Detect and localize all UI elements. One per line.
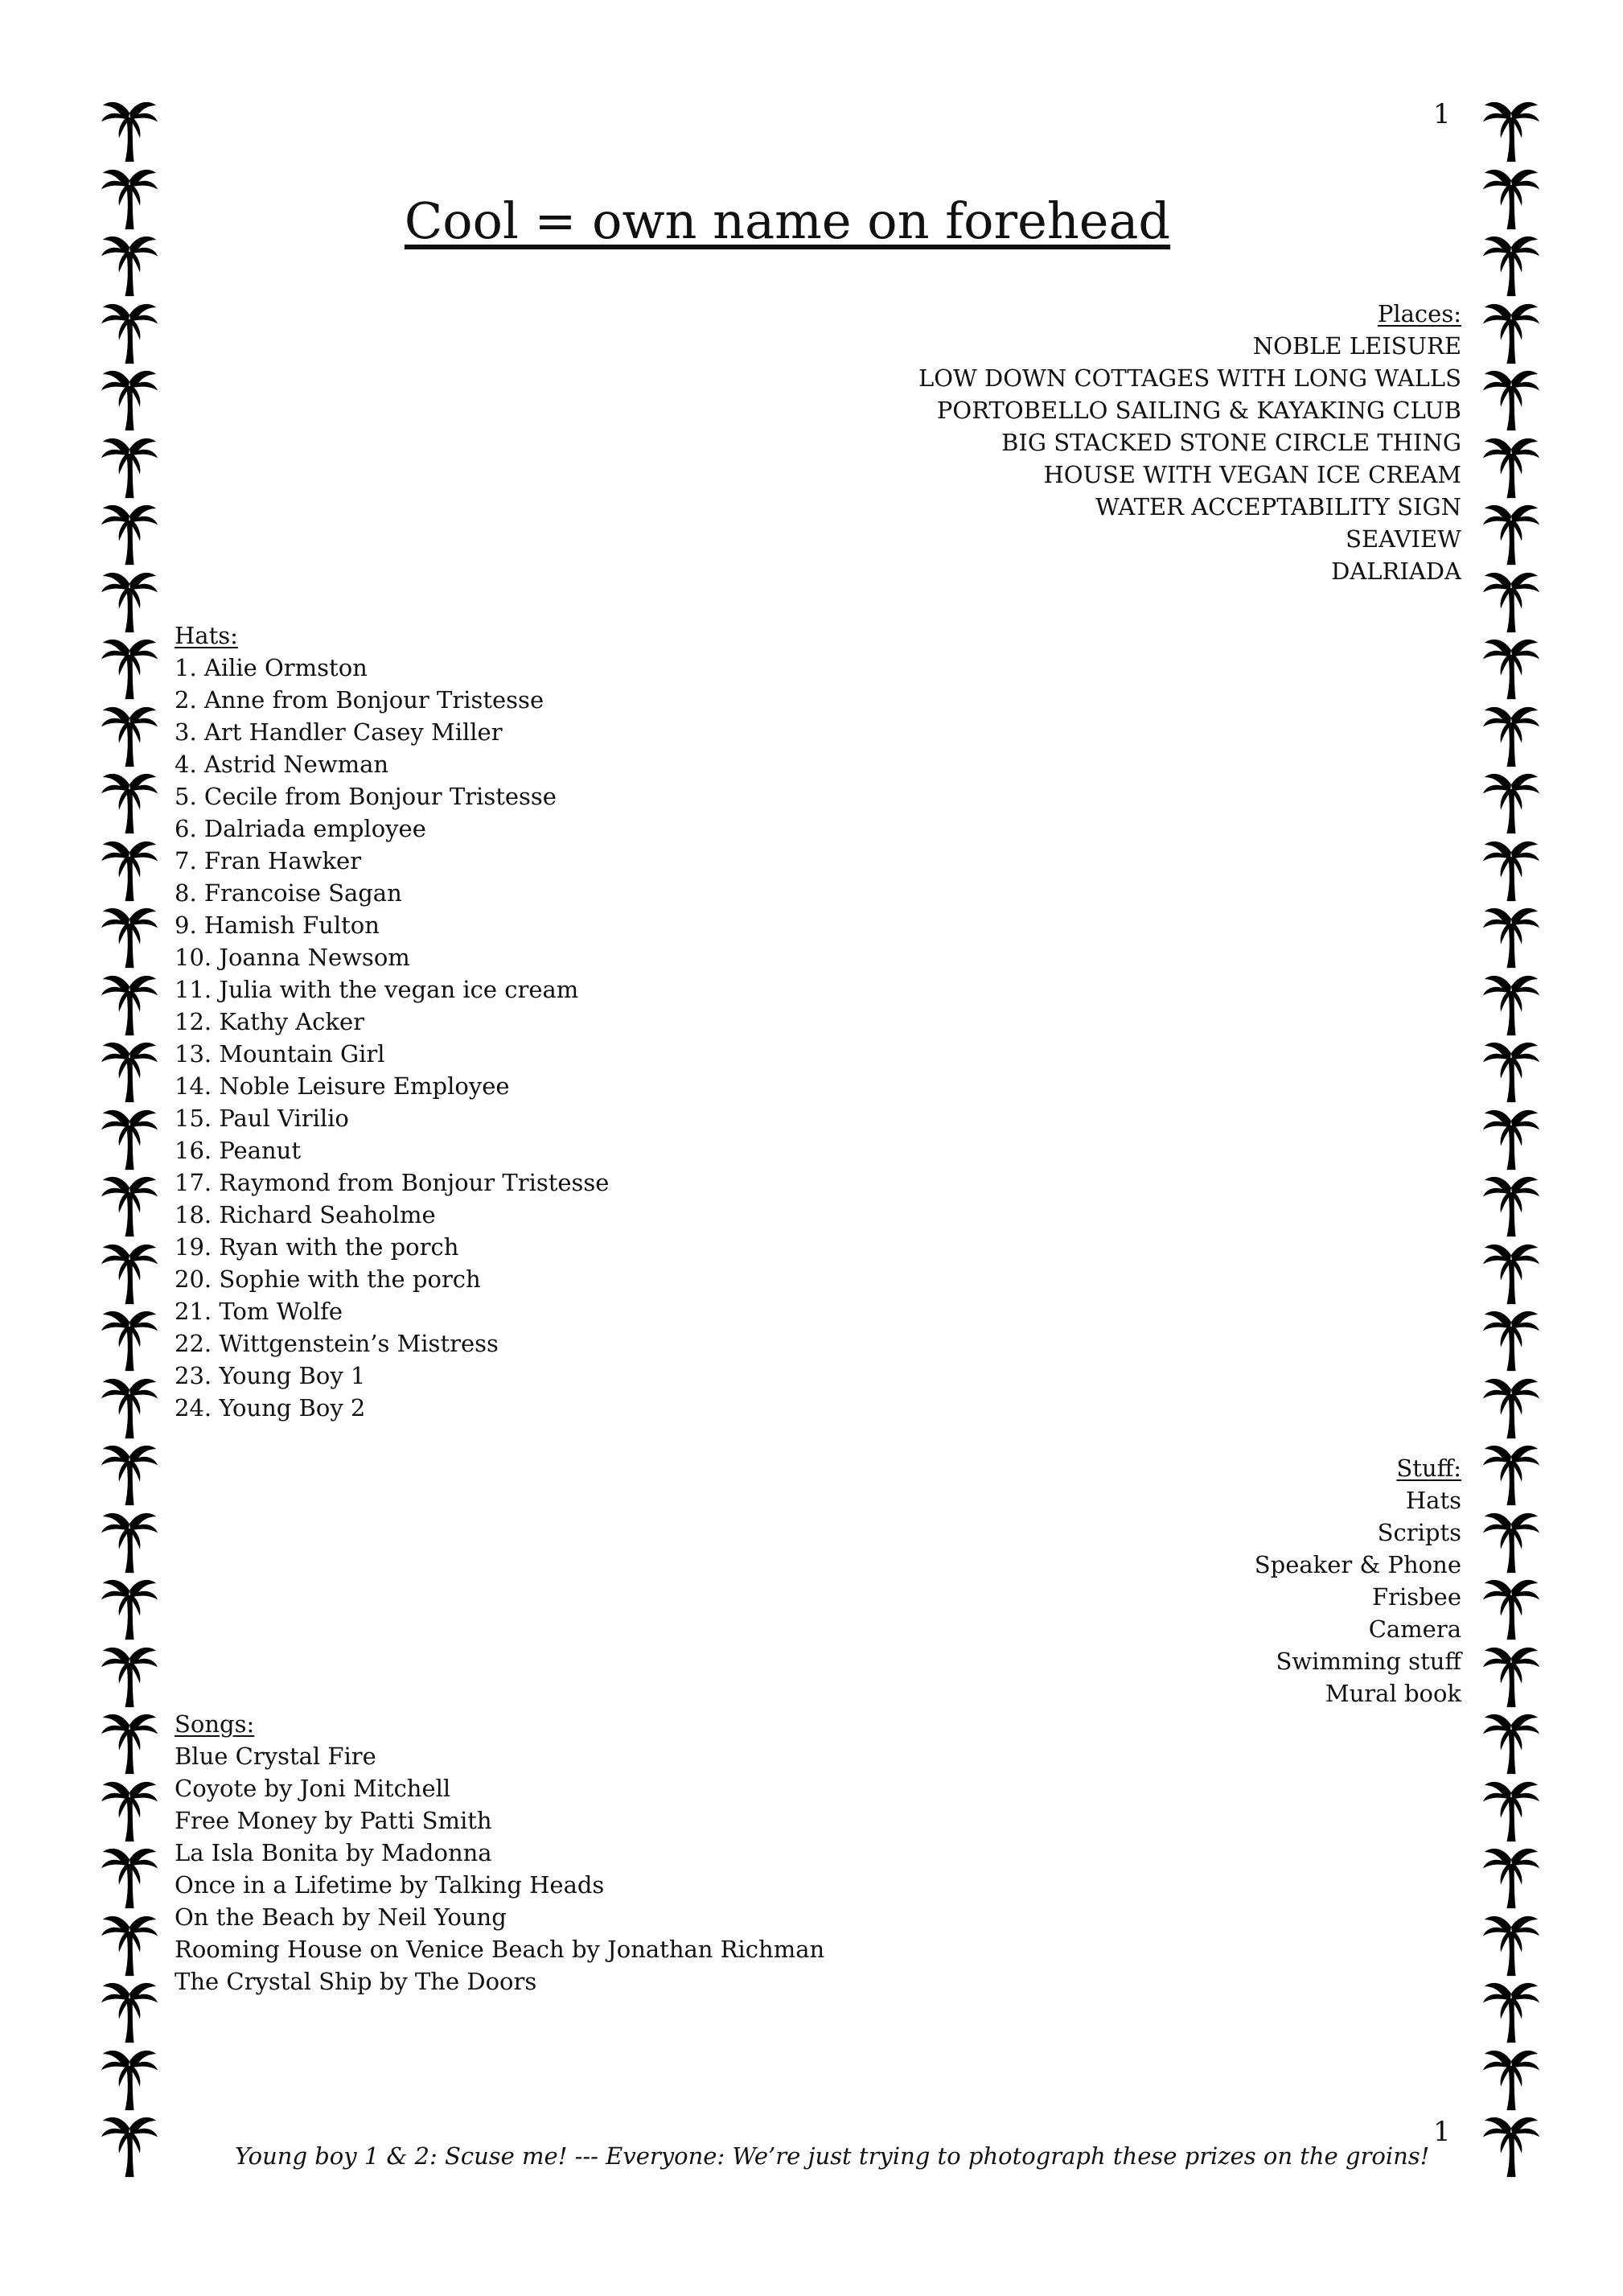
palm-tree-icon <box>1478 1105 1544 1172</box>
palm-tree-icon <box>97 768 162 836</box>
palm-tree-icon <box>1478 2112 1544 2179</box>
palm-tree-icon <box>97 970 162 1038</box>
page-title: Cool = own name on forehead <box>404 191 1171 250</box>
palm-tree-icon <box>97 433 162 500</box>
hats-item: 14. Noble Leisure Employee <box>175 1072 510 1100</box>
palm-tree-icon <box>1478 567 1544 635</box>
places-item: DALRIADA <box>1331 558 1461 585</box>
songs-item: Blue Crystal Fire <box>175 1743 376 1770</box>
places-item: PORTOBELLO SAILING & KAYAKING CLUB <box>936 397 1461 424</box>
palm-tree-icon <box>1478 1037 1544 1105</box>
stuff-item: Speaker & Phone <box>1254 1551 1461 1578</box>
palm-tree-icon <box>1478 500 1544 567</box>
page-number-bottom: 1 <box>1433 2116 1451 2148</box>
palm-tree-icon <box>97 567 162 635</box>
palm-tree-icon <box>97 1239 162 1306</box>
palm-tree-icon <box>1478 970 1544 1038</box>
palm-tree-icon <box>1478 1843 1544 1911</box>
hats-item: 20. Sophie with the porch <box>175 1265 481 1293</box>
palm-tree-icon <box>1478 1440 1544 1508</box>
palm-tree-icon <box>1478 1306 1544 1373</box>
hats-item: 22. Wittgenstein’s Mistress <box>175 1330 499 1357</box>
palm-tree-icon <box>97 1508 162 1575</box>
palm-tree-icon <box>97 1642 162 1710</box>
hats-item: 24. Young Boy 2 <box>175 1394 366 1422</box>
stuff-heading: Stuff: <box>1396 1455 1461 1482</box>
songs-item: On the Beach by Neil Young <box>175 1903 507 1931</box>
palm-tree-icon <box>1478 1373 1544 1441</box>
hats-heading: Hats: <box>175 622 238 649</box>
hats-item: 17. Raymond from Bonjour Tristesse <box>175 1169 610 1196</box>
palm-tree-icon <box>97 1306 162 1373</box>
palm-tree-icon <box>97 2045 162 2113</box>
songs-heading: Songs: <box>175 1710 255 1738</box>
palm-tree-icon <box>1478 2045 1544 2113</box>
stuff-item: Camera <box>1368 1615 1461 1643</box>
palm-tree-icon <box>1478 1508 1544 1575</box>
stuff-item: Mural book <box>1325 1680 1461 1707</box>
songs-section <box>175 1708 824 1998</box>
hats-item: 23. Young Boy 1 <box>175 1362 366 1389</box>
palm-tree-icon <box>97 1911 162 1978</box>
palm-tree-icon <box>97 97 162 164</box>
palm-tree-icon <box>97 1709 162 1776</box>
songs-item: Rooming House on Venice Beach by Jonathan Richman <box>175 1936 825 1963</box>
palm-tree-icon <box>1478 1776 1544 1844</box>
hats-item: 4. Astrid Newman <box>175 751 389 778</box>
stuff-section <box>1255 1452 1461 1710</box>
hats-item: 13. Mountain Girl <box>175 1040 385 1068</box>
places-section <box>918 298 1461 587</box>
palm-tree-icon <box>97 836 162 903</box>
places-item: BIG STACKED STONE CIRCLE THING <box>1001 429 1461 456</box>
stuff-item: Frisbee <box>1371 1583 1461 1611</box>
palm-tree-icon <box>97 1977 162 2045</box>
palm-tree-icon <box>97 365 162 433</box>
palm-tree-icon <box>97 1373 162 1441</box>
stuff-item: Scripts <box>1377 1519 1461 1546</box>
hats-section <box>175 619 609 1424</box>
palm-tree-icon <box>97 1037 162 1105</box>
palm-tree-icon <box>97 500 162 567</box>
hats-item: 3. Art Handler Casey Miller <box>175 718 503 746</box>
right-palm-border <box>1478 97 1544 2179</box>
palm-tree-icon <box>1478 97 1544 164</box>
palm-tree-icon <box>97 1171 162 1239</box>
hats-item: 8. Francoise Sagan <box>175 879 402 907</box>
hats-item: 6. Dalriada employee <box>175 815 426 842</box>
songs-item: Coyote by Joni Mitchell <box>175 1775 451 1802</box>
songs-item: Free Money by Patti Smith <box>175 1807 492 1834</box>
palm-tree-icon <box>1478 634 1544 702</box>
hats-item: 11. Julia with the vegan ice cream <box>175 976 579 1003</box>
hats-item: 19. Ryan with the porch <box>175 1233 459 1261</box>
hats-item: 16. Peanut <box>175 1137 302 1164</box>
palm-tree-icon <box>1478 1239 1544 1306</box>
hats-item: 1. Ailie Ormston <box>175 654 368 681</box>
songs-item: La Isla Bonita by Madonna <box>175 1839 492 1866</box>
palm-tree-icon <box>97 634 162 702</box>
places-item: SEAVIEW <box>1346 525 1461 553</box>
palm-tree-icon <box>1478 1171 1544 1239</box>
songs-item: The Crystal Ship by The Doors <box>175 1968 537 1995</box>
palm-tree-icon <box>1478 433 1544 500</box>
palm-tree-icon <box>97 1843 162 1911</box>
palm-tree-icon <box>1478 768 1544 836</box>
hats-item: 21. Tom Wolfe <box>175 1298 343 1325</box>
palm-tree-icon <box>1478 702 1544 769</box>
places-item: HOUSE WITH VEGAN ICE CREAM <box>1043 461 1461 488</box>
hats-item: 12. Kathy Acker <box>175 1008 365 1035</box>
palm-tree-icon <box>1478 1977 1544 2045</box>
stuff-item: Swimming stuff <box>1276 1648 1461 1675</box>
hats-item: 2. Anne from Bonjour Tristesse <box>175 686 544 714</box>
palm-tree-icon <box>1478 1574 1544 1642</box>
palm-tree-icon <box>97 298 162 366</box>
places-heading: Places: <box>1377 300 1461 327</box>
palm-tree-icon <box>97 1574 162 1642</box>
palm-tree-icon <box>97 2112 162 2179</box>
palm-tree-icon <box>1478 903 1544 970</box>
palm-tree-icon <box>1478 365 1544 433</box>
left-palm-border <box>97 97 162 2179</box>
hats-item: 9. Hamish Fulton <box>175 911 380 939</box>
hats-item: 7. Fran Hawker <box>175 847 362 874</box>
places-item: LOW DOWN COTTAGES WITH LONG WALLS <box>918 364 1461 392</box>
places-item: NOBLE LEISURE <box>1252 332 1461 360</box>
hats-item: 15. Paul Virilio <box>175 1105 349 1132</box>
palm-tree-icon <box>97 702 162 769</box>
palm-tree-icon <box>97 903 162 970</box>
songs-item: Once in a Lifetime by Talking Heads <box>175 1871 605 1899</box>
palm-tree-icon <box>1478 836 1544 903</box>
hats-item: 10. Joanna Newsom <box>175 944 410 971</box>
palm-tree-icon <box>1478 1642 1544 1710</box>
footer-quote: Young boy 1 & 2: Scuse me! --- Everyone: We’re just trying to photograph these prizes on the groins! <box>235 2142 1430 2170</box>
page-number-top: 1 <box>1433 98 1451 130</box>
palm-tree-icon <box>97 1105 162 1172</box>
palm-tree-icon <box>1478 298 1544 366</box>
stuff-item: Hats <box>1405 1487 1461 1514</box>
hats-item: 18. Richard Seaholme <box>175 1201 436 1228</box>
palm-tree-icon <box>1478 1709 1544 1776</box>
palm-tree-icon <box>97 1776 162 1844</box>
palm-tree-icon <box>1478 1911 1544 1978</box>
places-item: WATER ACCEPTABILITY SIGN <box>1095 493 1461 521</box>
hats-item: 5. Cecile from Bonjour Tristesse <box>175 783 557 810</box>
palm-tree-icon <box>97 1440 162 1508</box>
